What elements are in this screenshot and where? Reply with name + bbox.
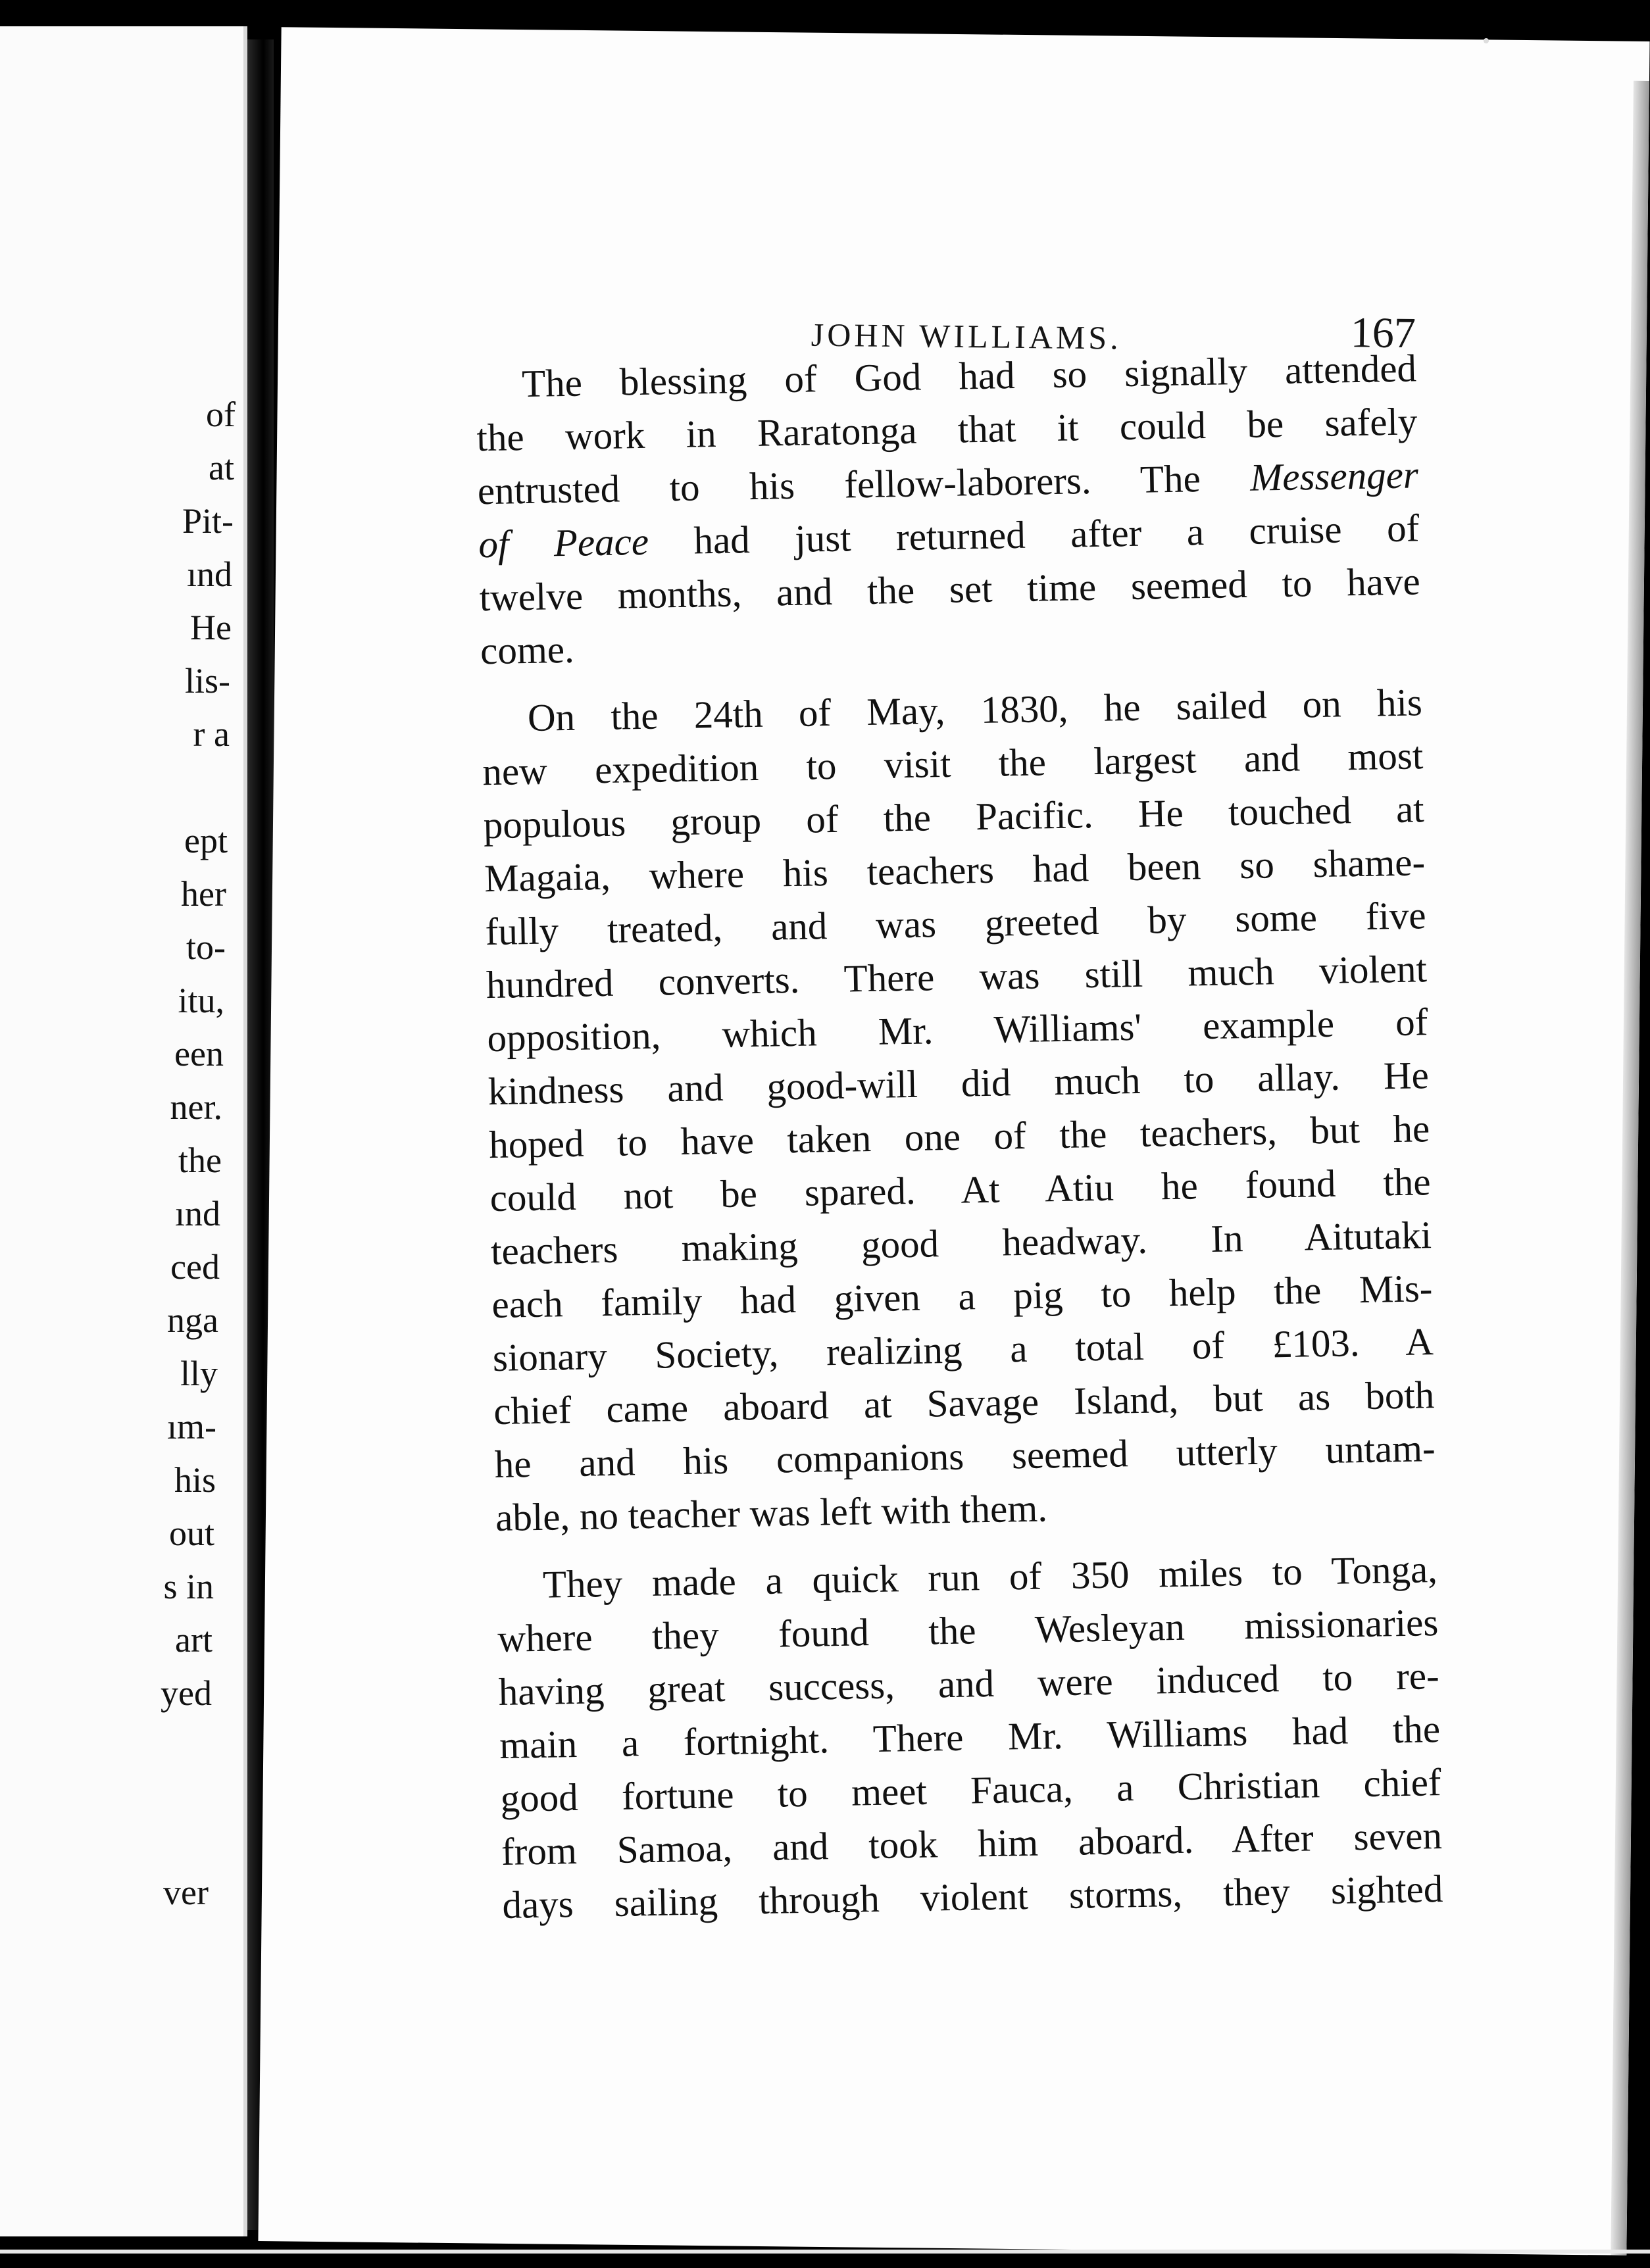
facing-page-fragment: art	[175, 1620, 213, 1660]
facing-page-fragment: lly	[180, 1354, 218, 1393]
facing-page-fragment: yed	[161, 1673, 212, 1713]
facing-page-fragment: nga	[167, 1300, 218, 1340]
text-line: main a fortnight. There Mr. Williams had the	[499, 1707, 1441, 1767]
text-line: new expedition to visit the largest and most	[482, 733, 1424, 794]
page-edge-shadow	[1611, 81, 1649, 2256]
text-line: each family had given a pig to help the Mis-	[491, 1266, 1433, 1327]
text-line: having great success, and were induced to re-	[498, 1654, 1440, 1714]
text-line: opposition, which Mr. Williams' example of	[486, 1000, 1428, 1060]
text-line: They made a quick run of 350 miles to Tonga,	[542, 1547, 1438, 1606]
text-segment: of Peace had just returned after a cruise of	[478, 506, 1420, 566]
facing-page-fragment: ner.	[170, 1087, 222, 1127]
text-line: from Samoa, and took him aboard. After seven	[501, 1813, 1443, 1873]
facing-page-fragment: ept	[184, 821, 228, 860]
text-line: come.	[480, 627, 575, 673]
italic-title-text: of Peace	[478, 519, 649, 566]
text-line: hundred converts. There was still much violent	[486, 947, 1428, 1007]
facing-page-fragment: He	[190, 608, 232, 647]
text-line: On the 24th of May, 1830, he sailed on his	[527, 680, 1423, 740]
facing-page-fragment: s in	[163, 1567, 214, 1606]
text-line: sionary Society, realizing a total of £103. A	[492, 1319, 1434, 1380]
text-segment: entrusted to his fellow-laborers. The Messenger	[477, 453, 1419, 513]
text-line: teachers making good headway. In Aitutaki	[490, 1213, 1432, 1273]
page-number: 167	[1350, 308, 1416, 358]
facing-page-fragment: itu,	[178, 981, 224, 1020]
facing-page-fragment: the	[178, 1141, 222, 1180]
facing-page-fragment: lis-	[184, 661, 230, 701]
facing-page-fragment: een	[174, 1034, 224, 1073]
facing-page-fragment: ım-	[167, 1407, 216, 1446]
page-167	[258, 27, 1649, 2256]
running-head: JOHN WILLIAMS.	[811, 316, 1122, 357]
text-line: able, no teacher was left with them.	[495, 1486, 1048, 1540]
paragraph-2	[481, 676, 1436, 1544]
text-line: where they found the Wesleyan missionaries	[497, 1600, 1439, 1661]
paragraph-3	[496, 1542, 1443, 1932]
text-line: chief came aboard at Savage Island, but as both	[493, 1373, 1435, 1433]
text-line: good fortune to meet Fauca, a Christian chief	[500, 1760, 1442, 1820]
facing-page-fragment: ınd	[186, 555, 232, 594]
body-text	[475, 341, 1443, 1946]
scan-bottom-edge	[0, 2250, 1650, 2254]
facing-page-fragment: out	[168, 1514, 214, 1553]
facing-page-fragment: ınd	[174, 1194, 220, 1233]
text-line: the work in Raratonga that it could be safely	[476, 399, 1418, 460]
facing-page-fragment: his	[174, 1460, 216, 1500]
text-line: The blessing of God had so signally attended	[521, 346, 1417, 406]
text-line: fully treated, and was greeted by some five	[485, 893, 1427, 954]
text-line: Magaia, where his teachers had been so shame-	[484, 840, 1426, 900]
facing-page-fragment: Pit-	[182, 501, 234, 541]
text-line: kindness and good-will did much to allay. He	[488, 1053, 1430, 1114]
facing-page-fragment: her	[181, 874, 226, 914]
text-line: days sailing through violent storms, they sighted	[501, 1867, 1443, 1927]
italic-title-text: Messenger	[1249, 453, 1419, 499]
facing-page-fragment: of	[206, 395, 236, 434]
text-line: could not be spared. At Atiu he found the	[489, 1160, 1432, 1220]
scan-speck	[1484, 38, 1489, 43]
facing-page-fragment: r a	[193, 714, 230, 754]
facing-page-fragment: to-	[186, 927, 226, 967]
paragraph-1	[475, 341, 1421, 678]
text-line: hoped to have taken one of the teachers, but he	[488, 1106, 1430, 1167]
facing-page-fragment: ver	[163, 1873, 209, 1912]
text-line: twelve months, and the set time seemed to have	[479, 559, 1421, 620]
text-line: populous group of the Pacific. He touched at	[483, 787, 1425, 847]
facing-page-left	[0, 26, 247, 2236]
facing-page-fragment: ced	[170, 1247, 220, 1287]
text-line: he and his companions seemed utterly untam-	[494, 1426, 1436, 1487]
facing-page-fragment: at	[209, 448, 234, 487]
